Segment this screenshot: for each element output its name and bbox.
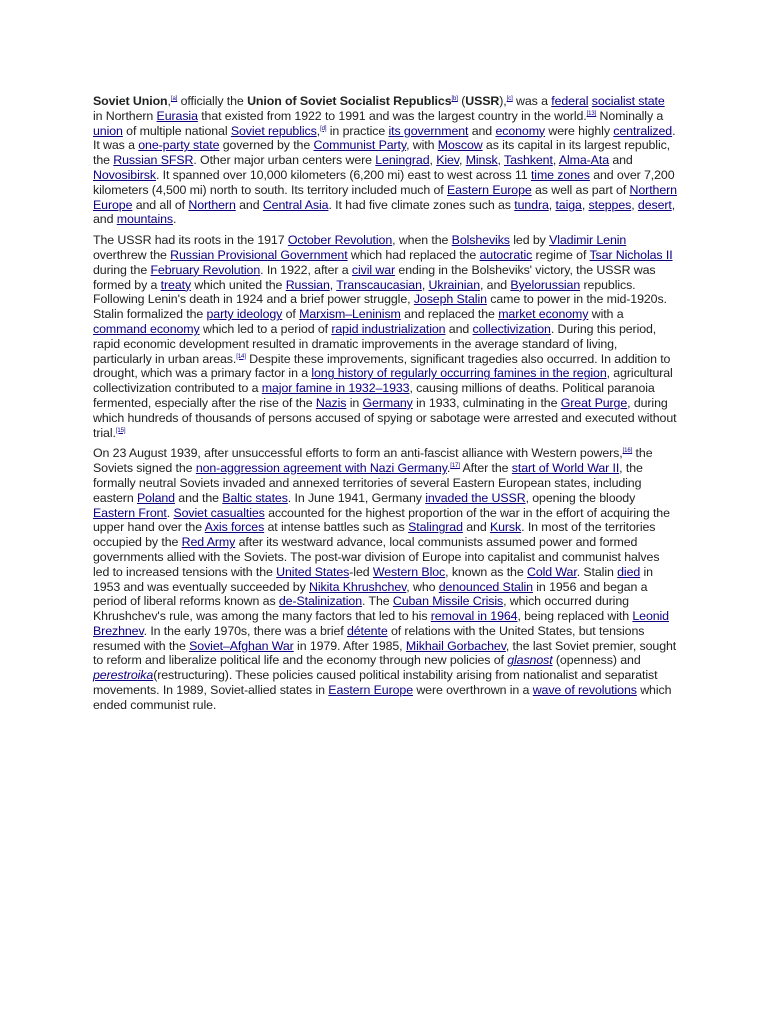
link-its-government[interactable]: its government — [388, 123, 469, 138]
link-byelorussian[interactable]: Byelorussian — [510, 277, 581, 292]
text-span: On 23 August 1939, after unsuccessful efforts to form an anti-fascist alliance with Western powers, — [93, 446, 623, 461]
text-span: and all of — [132, 197, 189, 212]
text-span: , — [497, 153, 505, 168]
text-span: . Stalin — [576, 564, 618, 579]
text-span: Despite these improvements, significant tragedies also occurred. In addition to drought, which was a primary factor in a — [93, 351, 671, 381]
link-one-party-state[interactable]: one-party state — [138, 138, 220, 153]
text-span: regime of — [532, 247, 590, 262]
link-start-of-world-war-ii[interactable]: start of World War II — [511, 461, 620, 476]
link-non-aggression-agreement-with-nazi-germany[interactable]: non-aggression agreement with Nazi Germany — [195, 461, 447, 476]
link-long-history-of-regularly-occurring-famines-in-the-region[interactable]: long history of regularly occurring famines in the region — [311, 366, 607, 381]
link-transcaucasian[interactable]: Transcaucasian — [336, 277, 422, 292]
link-minsk[interactable]: Minsk — [465, 153, 498, 168]
text-span: of multiple national — [122, 123, 231, 138]
text-span: led by — [509, 233, 550, 248]
link-cuban-missile-crisis[interactable]: Cuban Missile Crisis — [392, 594, 504, 609]
link-poland[interactable]: Poland — [136, 490, 175, 505]
link-alma-ata[interactable]: Alma-Ata — [558, 153, 609, 168]
text-span: After the — [459, 461, 512, 476]
text-span: came to power in the mid-1920s. Stalin formalized the — [93, 292, 667, 322]
text-span: , and — [93, 197, 676, 227]
link-command-economy[interactable]: command economy — [93, 321, 200, 336]
text-span: , the last Soviet premier, sought to reform and liberalize political life and the economy through new policies of — [93, 638, 677, 668]
text-span: , causing millions of deaths. Political paranoia fermented, especially after the rise of the — [93, 381, 655, 410]
link-market-economy[interactable]: market economy — [498, 307, 589, 322]
link-kursk[interactable]: Kursk — [489, 520, 522, 535]
paragraph-3 — [93, 446, 677, 712]
text-span: as its capital in its largest republic, the — [93, 138, 671, 168]
italic-term: glasnost — [507, 653, 553, 668]
link-eurasia[interactable]: Eurasia — [156, 108, 198, 123]
link-joseph-stalin[interactable]: Joseph Stalin — [413, 292, 487, 307]
link-eastern-europe[interactable]: Eastern Europe — [328, 683, 413, 698]
link-kiev[interactable]: Kiev — [436, 153, 459, 168]
link-moscow[interactable]: Moscow — [437, 138, 483, 153]
text-span: which led to a period of — [199, 321, 332, 336]
link-western-bloc[interactable]: Western Bloc — [372, 564, 446, 579]
text-span: , who — [406, 579, 439, 594]
text-span: republics. Following Lenin's death in 1924 and a brief power struggle, — [93, 277, 636, 307]
text-span: , — [548, 197, 556, 212]
citation-b[interactable]: [b] — [451, 96, 458, 102]
link-cold-war[interactable]: Cold War — [526, 564, 577, 579]
citation-r17[interactable]: [17] — [450, 463, 460, 470]
link-treaty[interactable]: treaty — [160, 277, 192, 292]
text-span: which united the — [191, 277, 286, 292]
text-span: ( — [457, 94, 466, 108]
citation-r16[interactable]: [16] — [622, 448, 633, 455]
link-nazis[interactable]: Nazis — [315, 395, 347, 410]
text-span: , — [552, 153, 559, 168]
text-span: at intense battles such as — [264, 520, 409, 535]
link-eastern-front[interactable]: Eastern Front — [93, 505, 167, 520]
link-october-revolution[interactable]: October Revolution — [287, 233, 393, 248]
text-span: , the formally neutral Soviets invaded and annexed territories of several Eastern European states, including eastern — [93, 461, 643, 505]
text-span: , — [421, 277, 429, 292]
text-span: , known as the — [445, 564, 527, 579]
text-span: . — [446, 461, 451, 476]
text-span: , and — [480, 277, 511, 292]
text-span: ending in the Bolsheviks' victory, the USSR was formed by a — [93, 262, 656, 292]
article-body — [93, 94, 677, 719]
link-rapid-industrialization[interactable]: rapid industrialization — [331, 321, 446, 336]
link-soviet-afghan-war[interactable]: Soviet–Afghan War — [189, 638, 294, 653]
link-tundra[interactable]: tundra — [514, 197, 549, 212]
link-autocratic[interactable]: autocratic — [479, 247, 533, 262]
link-time-zones[interactable]: time zones — [530, 167, 590, 182]
link-mountains[interactable]: mountains — [116, 212, 173, 227]
citation-r14[interactable]: [14] — [236, 353, 246, 360]
link-economy[interactable]: economy — [495, 123, 546, 138]
text-span: . — [166, 505, 174, 520]
text-span: . Other major urban centers were — [193, 153, 376, 168]
text-span: , during which hundreds of thousands of persons accused of spying or sabotage were arrested and executed without trial. — [93, 395, 677, 440]
link-northern[interactable]: Northern — [188, 197, 236, 212]
link-marxism-leninism[interactable]: Marxism–Leninism — [299, 307, 401, 322]
text-span: . During this period, rapid economic development resulted in dramatic improvements in the average standard of living, particularly in urban areas. — [93, 321, 657, 366]
text-span: and — [445, 321, 473, 336]
text-span: , being replaced with — [517, 609, 633, 624]
text-span: accounted for the highest proportion of the war in the effort of acquiring the upper hand over the — [93, 505, 670, 535]
text-span: which had replaced the — [347, 247, 480, 262]
link-russian-provisional-government[interactable]: Russian Provisional Government — [170, 247, 348, 262]
bold-term: USSR — [465, 94, 500, 108]
paragraph-1 — [93, 94, 677, 227]
text-span: . In 1922, after a — [260, 262, 352, 277]
text-span: of — [282, 307, 300, 322]
citation-r15[interactable]: [15] — [115, 427, 126, 434]
link-bolsheviks[interactable]: Bolsheviks — [451, 233, 510, 248]
link-detente[interactable]: détente — [346, 623, 388, 638]
link-germany[interactable]: Germany — [362, 395, 413, 410]
link-centralized[interactable]: centralized — [613, 123, 673, 138]
text-span: and — [235, 197, 263, 212]
link-wave-of-revolutions[interactable]: wave of revolutions — [532, 683, 637, 698]
link-baltic-states[interactable]: Baltic states — [222, 490, 288, 505]
link-communist-party[interactable]: Communist Party — [313, 138, 407, 153]
text-span: in 1933, culminating in the — [412, 395, 561, 410]
text-span: in practice — [326, 123, 389, 138]
link-nikita-khrushchev[interactable]: Nikita Khrushchev — [309, 579, 407, 594]
text-span: officially the — [177, 94, 248, 108]
text-span: and the — [174, 490, 223, 505]
link-stalingrad[interactable]: Stalingrad — [408, 520, 463, 535]
text-span: , agricultural collectivization contributed to a — [93, 366, 673, 396]
link-soviet-republics[interactable]: Soviet republics — [230, 123, 317, 138]
text-span: and replaced the — [400, 307, 499, 322]
link-red-army[interactable]: Red Army — [181, 535, 236, 550]
text-span: were overthrown in a — [412, 683, 533, 698]
link-steppes[interactable]: steppes — [588, 197, 632, 212]
link-collectivization[interactable]: collectivization — [472, 321, 551, 336]
bold-term: Union of Soviet Socialist Republics — [247, 94, 452, 108]
link-vladimir-lenin[interactable]: Vladimir Lenin — [549, 233, 627, 248]
link-united-states[interactable]: United States — [276, 564, 350, 579]
link-socialist-state[interactable]: socialist state — [591, 94, 665, 108]
link-invaded-the-ussr[interactable]: invaded the USSR — [425, 490, 526, 505]
text-span: in 1956 and began a period of liberal reforms known as — [93, 579, 648, 609]
text-span: , which occurred during Khrushchev's rule, was among the many factors that led to his — [93, 594, 629, 624]
text-span: of relations with the United States, but tensions resumed with the — [93, 623, 645, 653]
text-span: . In most of the territories occupied by the — [93, 520, 656, 550]
text-span: and — [468, 123, 496, 138]
text-span: (openness) and — [552, 653, 641, 668]
link-axis-forces[interactable]: Axis forces — [204, 520, 265, 535]
text-span: and over 7,200 kilometers (4,500 mi) north to south. Its territory included much of — [93, 167, 675, 197]
link-ukrainian[interactable]: Ukrainian — [428, 277, 480, 292]
link-taiga[interactable]: taiga — [555, 197, 582, 212]
text-span: . In the early 1970s, there was a brief — [143, 623, 347, 638]
link-glasnost[interactable] — [507, 653, 552, 667]
link-central-asia[interactable]: Central Asia — [262, 197, 329, 212]
link-died[interactable]: died — [617, 564, 641, 579]
text-span: -led — [349, 564, 373, 579]
text-span: during the — [93, 262, 151, 277]
link-tashkent[interactable]: Tashkent — [504, 153, 553, 168]
text-span: . The — [362, 594, 393, 609]
link-leonid-brezhnev[interactable]: Leonid Brezhnev — [93, 609, 669, 638]
link-desert[interactable]: desert — [637, 197, 672, 212]
text-span: Nominally a — [596, 108, 664, 123]
bold-term: Soviet Union — [93, 94, 168, 108]
text-span: that existed from 1922 to 1991 and was the largest country in the world. — [197, 108, 587, 123]
link-denounced-stalin[interactable]: denounced Stalin — [438, 579, 533, 594]
link-federal[interactable]: federal — [551, 94, 589, 108]
text-span: , with — [406, 138, 438, 153]
link-de-stalinization[interactable]: de-Stalinization — [278, 594, 363, 609]
link-mikhail-gorbachev[interactable]: Mikhail Gorbachev — [405, 638, 506, 653]
link-great-purge[interactable]: Great Purge — [560, 395, 628, 410]
italic-term: perestroika — [93, 668, 154, 683]
link-novosibirsk[interactable]: Novosibirsk — [93, 167, 156, 182]
paragraph-2 — [93, 233, 677, 440]
text-span: as well as part of — [531, 182, 630, 197]
text-span: after its westward advance, local communists assumed power and formed governments allied with the Soviets. The post-war division of Europe into capitalist and communist halves led to increased tensions with the — [93, 535, 660, 579]
text-span: . It was a — [93, 123, 676, 153]
text-span: in — [346, 395, 363, 410]
text-span: which ended communist rule. — [93, 683, 672, 712]
text-span: were highly — [545, 123, 614, 138]
text-span: and — [462, 520, 490, 535]
text-span: , — [429, 153, 437, 168]
text-span: The USSR had its roots in the 1917 — [93, 233, 288, 248]
link-leningrad[interactable]: Leningrad — [375, 153, 430, 168]
text-span: , opening the bloody — [525, 490, 636, 505]
link-russian-sfsr[interactable]: Russian SFSR — [113, 153, 194, 168]
link-february-revolution[interactable]: February Revolution — [150, 262, 261, 277]
text-span: , when the — [392, 233, 452, 248]
text-span: , — [316, 123, 321, 138]
link-soviet-casualties[interactable]: Soviet casualties — [173, 505, 265, 520]
text-span: was a — [512, 94, 552, 108]
link-northern-europe[interactable]: Northern Europe — [93, 182, 677, 212]
link-civil-war[interactable]: civil war — [351, 262, 396, 277]
text-span: and — [608, 153, 633, 168]
text-span: in 1979. After 1985, — [293, 638, 406, 653]
link-major-famine-in-1932-1933[interactable]: major famine in 1932–1933 — [261, 381, 410, 396]
citation-c[interactable]: [c] — [506, 96, 513, 102]
text-span: , — [631, 197, 638, 212]
link-removal-in-1964[interactable]: removal in 1964 — [430, 609, 518, 624]
link-perestroika[interactable] — [93, 668, 153, 682]
text-span: (restructuring). These policies caused political instability arising from nationalist and separatist movements. In 1989, Soviet-allied states in — [93, 668, 658, 698]
text-span: ), — [499, 94, 507, 108]
text-span: , — [459, 153, 466, 168]
citation-a[interactable]: [a] — [170, 96, 178, 102]
link-eastern-europe[interactable]: Eastern Europe — [446, 182, 532, 197]
text-span: in Northern — [93, 108, 157, 123]
text-span: , — [581, 197, 589, 212]
text-span: . It spanned over 10,000 kilometers (6,200 mi) east to west across 11 — [155, 167, 531, 182]
text-span: overthrew the — [93, 247, 171, 262]
text-span: , — [329, 277, 337, 292]
citation-d[interactable]: [d] — [320, 125, 327, 132]
text-span: . In June 1941, Germany — [287, 490, 426, 505]
text-span: the Soviets signed the — [93, 446, 653, 476]
citation-r13[interactable]: [13] — [586, 110, 597, 117]
text-span: in 1953 and was eventually succeeded by — [93, 564, 653, 594]
link-party-ideology[interactable]: party ideology — [206, 307, 283, 322]
link-union[interactable]: union — [93, 123, 123, 138]
text-span: . It had five climate zones such as — [328, 197, 515, 212]
link-russian[interactable]: Russian — [285, 277, 330, 292]
text-span: , — [167, 94, 171, 108]
link-tsar-nicholas-ii[interactable]: Tsar Nicholas II — [589, 247, 673, 262]
text-span: with a — [588, 307, 624, 322]
text-span: . — [173, 212, 177, 227]
text-span: governed by the — [219, 138, 314, 153]
